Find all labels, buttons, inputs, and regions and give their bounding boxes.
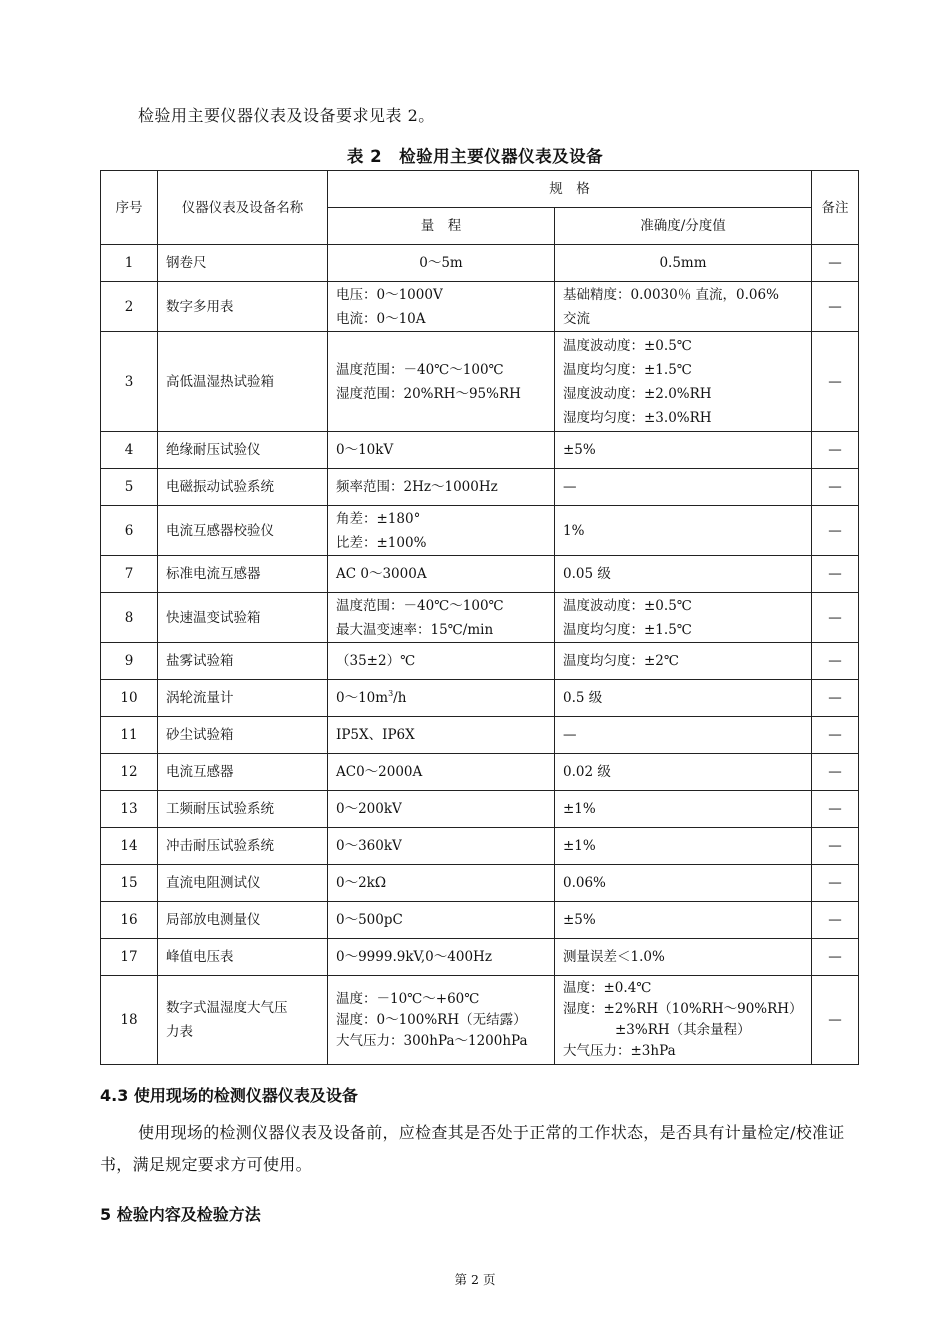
row-remark: — <box>812 556 859 593</box>
row-range: 0～200kV <box>328 791 555 828</box>
header-no: 序号 <box>101 171 158 245</box>
row-remark: — <box>812 282 859 332</box>
row-remark: — <box>812 791 859 828</box>
row-name: 钢卷尺 <box>158 245 328 282</box>
row-accuracy: 温度波动度：±0.5℃ 温度均匀度：±1.5℃ <box>555 593 812 643</box>
row-remark: — <box>812 506 859 556</box>
row-name: 涡轮流量计 <box>158 680 328 717</box>
table-row <box>101 976 859 1065</box>
row-range: 电压：0～1000V 电流：0～10A <box>328 282 555 332</box>
row-name: 电流互感器 <box>158 754 328 791</box>
header-accuracy: 准确度/分度值 <box>555 208 812 245</box>
row-name: 电磁振动试验系统 <box>158 469 328 506</box>
row-no: 5 <box>101 469 158 506</box>
header-range: 量 程 <box>328 208 555 245</box>
row-no: 15 <box>101 865 158 902</box>
row-name: 快速温变试验箱 <box>158 593 328 643</box>
table-row <box>101 754 859 791</box>
row-accuracy: 0.05 级 <box>555 556 812 593</box>
row-name: 数字多用表 <box>158 282 328 332</box>
row-no: 18 <box>101 976 158 1065</box>
row-range: 0～360kV <box>328 828 555 865</box>
row-accuracy: — <box>555 469 812 506</box>
row-name: 局部放电测量仪 <box>158 902 328 939</box>
row-no: 7 <box>101 556 158 593</box>
table-row <box>101 865 859 902</box>
table-row <box>101 791 859 828</box>
row-remark: — <box>812 976 859 1065</box>
row-remark: — <box>812 717 859 754</box>
row-range: 温度：－10℃～+60℃ 湿度：0～100%RH（无结露） 大气压力：300hPa～1200hPa <box>328 976 555 1065</box>
table-row <box>101 593 859 643</box>
table-row <box>101 939 859 976</box>
row-name: 盐雾试验箱 <box>158 643 328 680</box>
row-name: 砂尘试验箱 <box>158 717 328 754</box>
table-row <box>101 680 859 717</box>
intro-text: 检验用主要仪器仪表及设备要求见表 2。 <box>138 106 435 125</box>
row-remark: — <box>812 432 859 469</box>
equipment-table <box>100 170 859 1065</box>
row-remark: — <box>812 865 859 902</box>
section-paragraph-4-3: 使用现场的检测仪器仪表及设备前，应检查其是否处于正常的工作状态，是否具有计量检定/校准证书，满足规定要求方可使用。 <box>100 1123 845 1174</box>
table-row <box>101 432 859 469</box>
row-no: 8 <box>101 593 158 643</box>
header-name: 仪器仪表及设备名称 <box>158 171 328 245</box>
row-remark: — <box>812 643 859 680</box>
table-title: 表 2 检验用主要仪器仪表及设备 <box>346 147 604 166</box>
row-accuracy: ±1% <box>555 791 812 828</box>
table-row <box>101 717 859 754</box>
row-range: 温度范围：－40℃～100℃ 最大温变速率：15℃/min <box>328 593 555 643</box>
table-row <box>101 282 859 332</box>
row-name: 电流互感器校验仪 <box>158 506 328 556</box>
row-accuracy: ±5% <box>555 902 812 939</box>
row-accuracy: — <box>555 717 812 754</box>
row-remark: — <box>812 939 859 976</box>
row-no: 9 <box>101 643 158 680</box>
row-range: $0\sim 10m^3/h$ <box>328 680 555 717</box>
row-remark: — <box>812 593 859 643</box>
row-accuracy: 温度均匀度：±2℃ <box>555 643 812 680</box>
row-range: IP5X、IP6X <box>328 717 555 754</box>
row-range: 温度范围：－40℃～100℃ 湿度范围：20%RH～95%RH <box>328 332 555 432</box>
row-name: 高低温湿热试验箱 <box>158 332 328 432</box>
row-no: 16 <box>101 902 158 939</box>
row-accuracy: 温度：±0.4℃ 湿度：±2%RH（10%RH～90%RH） ±3%RH（其余量程） 大气压力：±3hPa <box>555 976 812 1065</box>
row-remark: — <box>812 469 859 506</box>
row-no: 3 <box>101 332 158 432</box>
row-accuracy: 温度波动度：±0.5℃ 温度均匀度：±1.5℃ 湿度波动度：±2.0%RH 湿度均匀度：±3.0%RH <box>555 332 812 432</box>
row-remark: — <box>812 754 859 791</box>
table-row <box>101 506 859 556</box>
table-row <box>101 902 859 939</box>
row-range: 0～10kV <box>328 432 555 469</box>
page-footer: 第 2 页 <box>454 1272 496 1287</box>
row-no: 17 <box>101 939 158 976</box>
row-name: 直流电阻测试仪 <box>158 865 328 902</box>
table-row <box>101 643 859 680</box>
section-heading-4-3: 4.3 使用现场的检测仪器仪表及设备 <box>100 1086 358 1105</box>
row-no: 10 <box>101 680 158 717</box>
row-range: AC 0～3000A <box>328 556 555 593</box>
row-range: 频率范围：2Hz～1000Hz <box>328 469 555 506</box>
header-remark: 备注 <box>812 171 859 245</box>
table-row <box>101 332 859 432</box>
row-range: （35±2）℃ <box>328 643 555 680</box>
row-accuracy: 0.5mm <box>555 245 812 282</box>
row-remark: — <box>812 680 859 717</box>
row-range: 0～2kΩ <box>328 865 555 902</box>
row-no: 1 <box>101 245 158 282</box>
row-no: 6 <box>101 506 158 556</box>
row-no: 2 <box>101 282 158 332</box>
table-row <box>101 245 859 282</box>
table-row <box>101 828 859 865</box>
row-accuracy: 1% <box>555 506 812 556</box>
row-name: 数字式温湿度大气压 力表 <box>158 976 328 1065</box>
row-accuracy: 基础精度：0.0030％ 直流，0.06% 交流 <box>555 282 812 332</box>
row-accuracy: 0.02 级 <box>555 754 812 791</box>
row-remark: — <box>812 828 859 865</box>
row-name: 工频耐压试验系统 <box>158 791 328 828</box>
row-name: 峰值电压表 <box>158 939 328 976</box>
row-accuracy: ±5% <box>555 432 812 469</box>
row-remark: — <box>812 245 859 282</box>
row-range: 0～5m <box>328 245 555 282</box>
row-accuracy: ±1% <box>555 828 812 865</box>
row-remark: — <box>812 902 859 939</box>
header-spec: 规 格 <box>328 171 812 208</box>
row-no: 14 <box>101 828 158 865</box>
row-no: 4 <box>101 432 158 469</box>
row-accuracy: 测量误差＜1.0% <box>555 939 812 976</box>
section-heading-5: 5 检验内容及检验方法 <box>100 1205 261 1224</box>
row-no: 12 <box>101 754 158 791</box>
row-range: 角差：±180° 比差：±100% <box>328 506 555 556</box>
row-accuracy: 0.5 级 <box>555 680 812 717</box>
row-name: 冲击耐压试验系统 <box>158 828 328 865</box>
row-range: AC0～2000A <box>328 754 555 791</box>
row-range: 0～9999.9kV,0～400Hz <box>328 939 555 976</box>
table-row <box>101 556 859 593</box>
table-row <box>101 469 859 506</box>
row-name: 绝缘耐压试验仪 <box>158 432 328 469</box>
row-remark: — <box>812 332 859 432</box>
row-no: 11 <box>101 717 158 754</box>
row-name: 标准电流互感器 <box>158 556 328 593</box>
row-accuracy: 0.06% <box>555 865 812 902</box>
row-range: 0～500pC <box>328 902 555 939</box>
row-no: 13 <box>101 791 158 828</box>
